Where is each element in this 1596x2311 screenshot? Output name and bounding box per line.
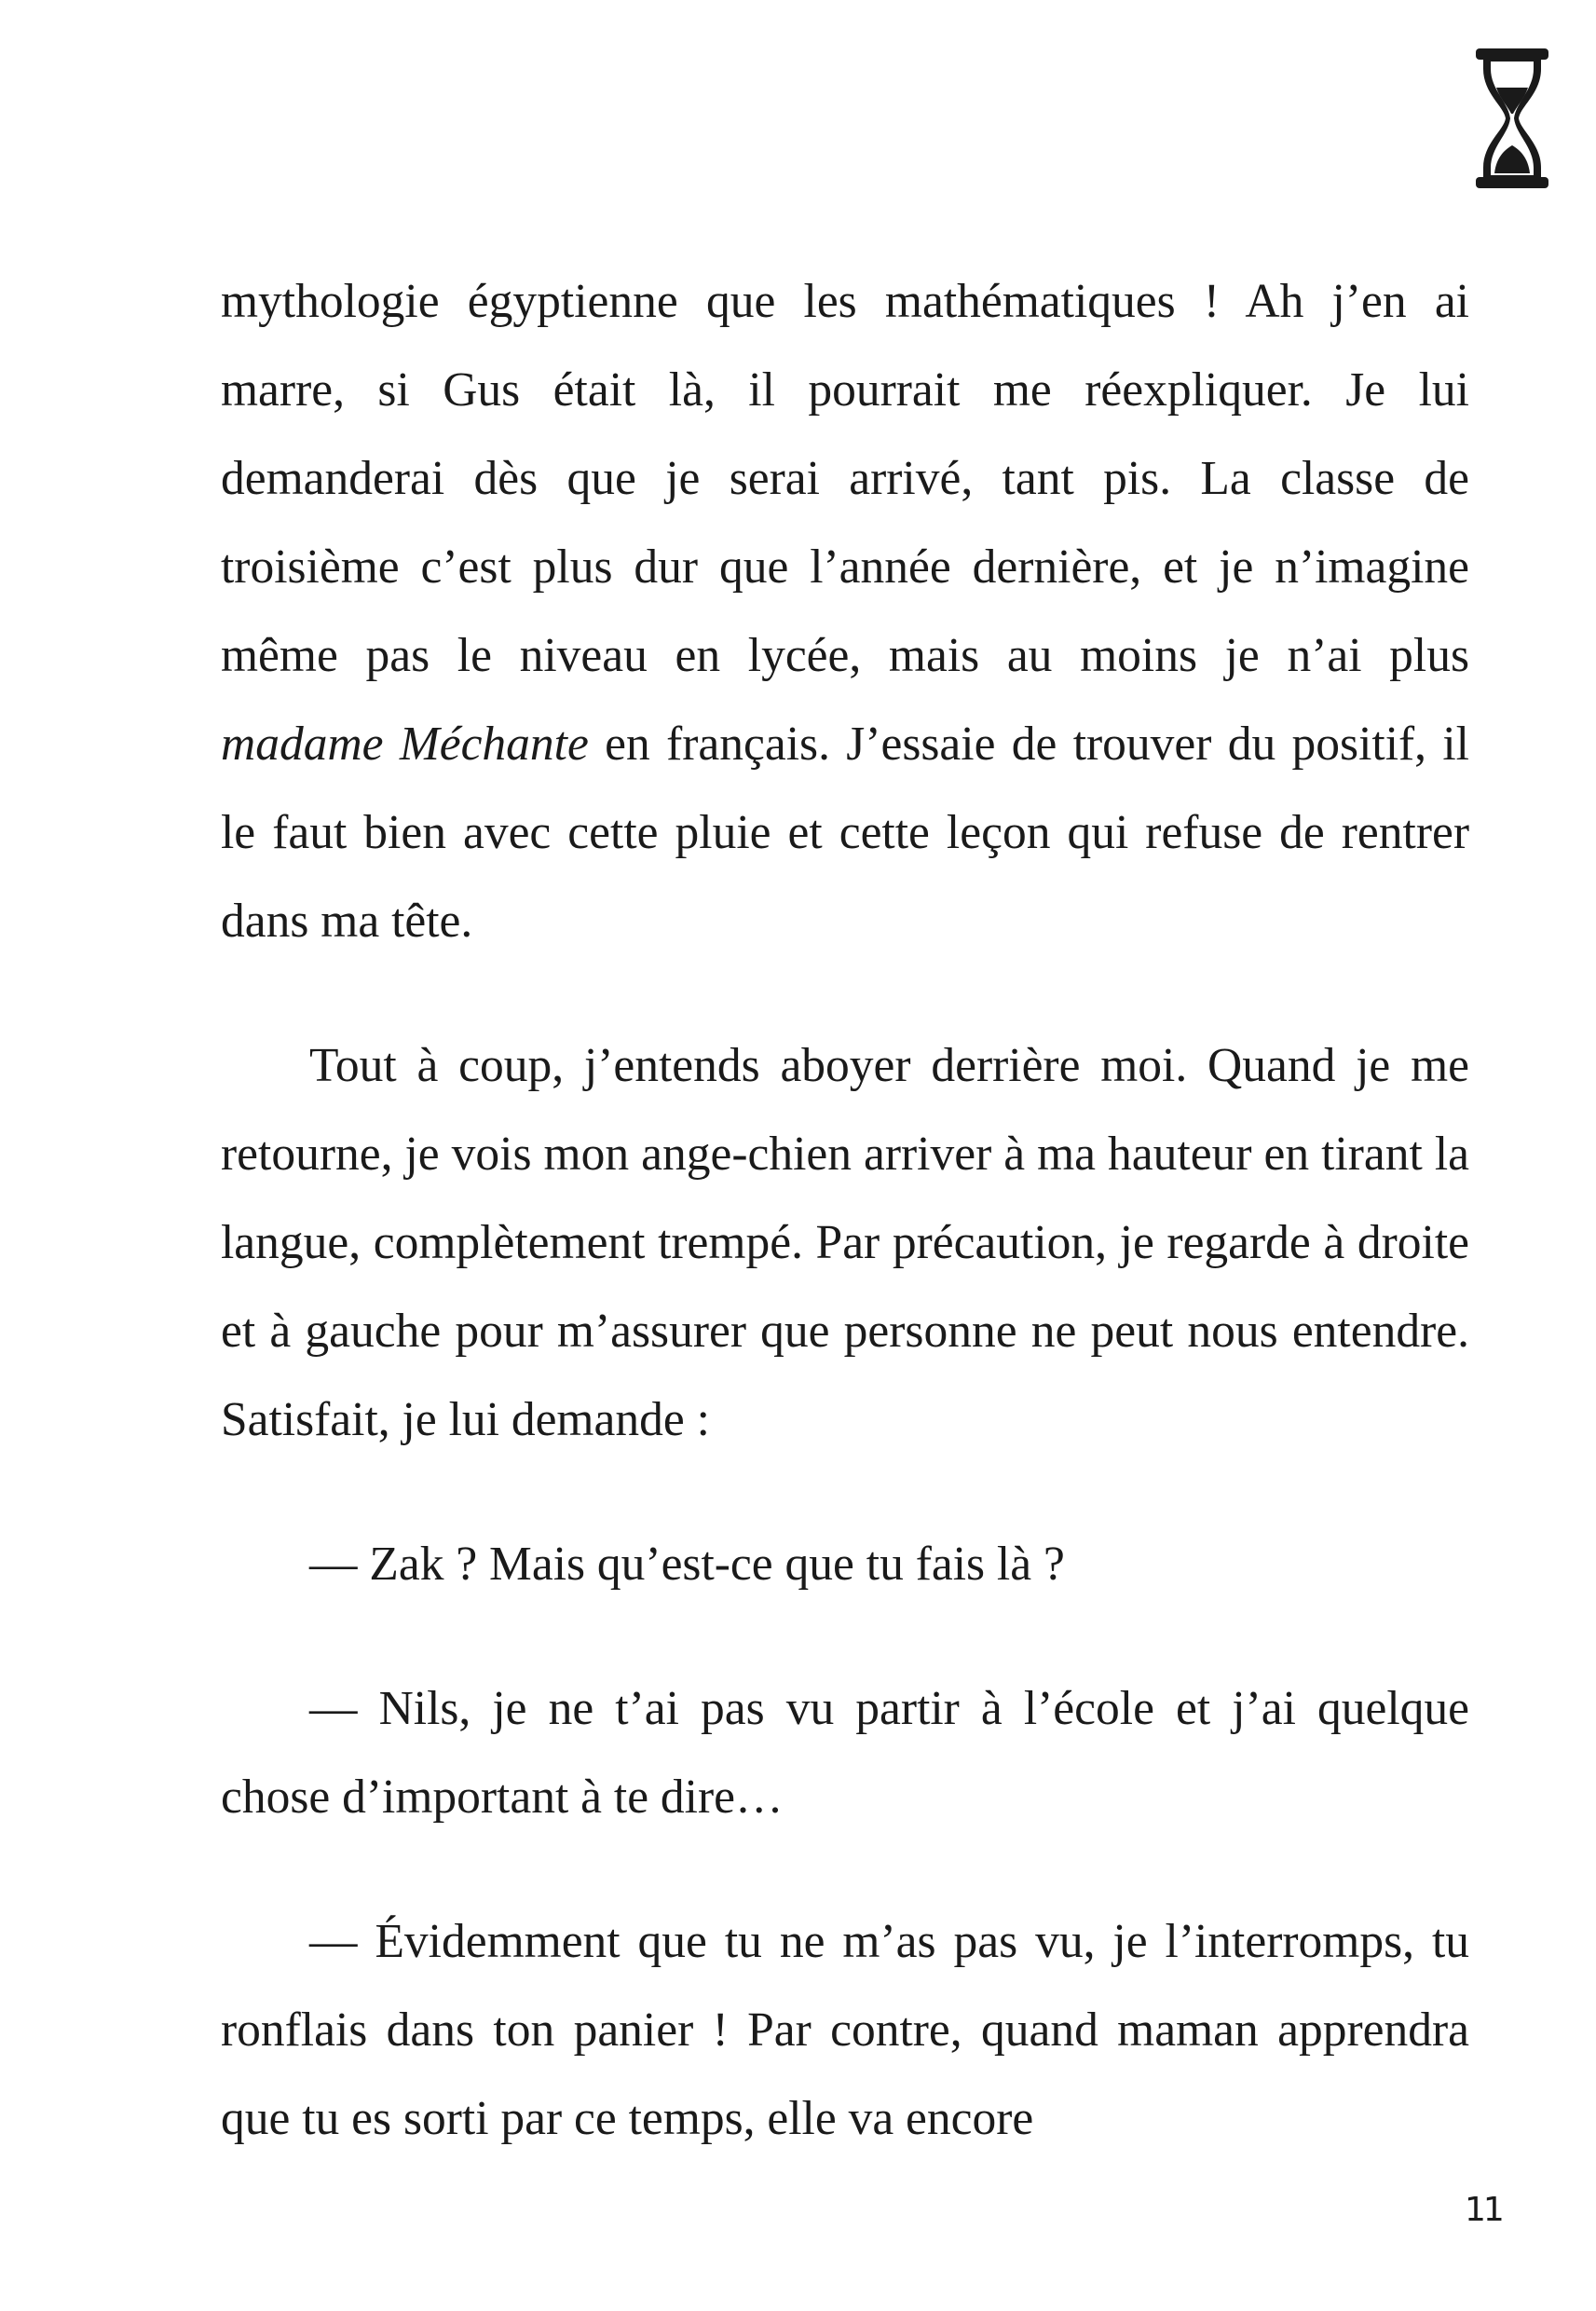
text-body (221, 257, 1469, 2163)
paragraph-1 (221, 257, 1469, 965)
hourglass-icon (1476, 48, 1548, 188)
paragraph-1-text-after: en français. J’essaie de trouver du positif, il le faut bien avec cette pluie et cette leçon qui refuse de rentrer dans ma tête. (221, 718, 1469, 948)
dialogue-line-1: — Zak ? Mais qu’est-ce que tu fais là ? (309, 1538, 1065, 1591)
paragraph-1-text-before: mythologie égyptienne que les mathématiques ! Ah j’en ai marre, si Gus était là, il pourrait me réexpliquer. Je lui demanderai dès que je serai arrivé, tant pis. La classe de troisième c’est plus dur que l’année dernière, et je n’imagine même pas le niveau en lycée, mais au moins je n’ai plus (221, 275, 1469, 682)
dialogue-line-2: — Nils, je ne t’ai pas vu partir à l’école et j’ai quelque chose d’important à te dire… (221, 1682, 1469, 1824)
page-number: 11 (1465, 2191, 1502, 2229)
paragraph-2: Tout à coup, j’entends aboyer derrière moi. Quand je me retourne, je vois mon ange-chien arriver à ma hauteur en tirant la langue, complètement trempé. Par précaution, je regarde à droite et à gauche pour m’assurer que personne ne peut nous entendre. Satisfait, je lui demande : (221, 1039, 1469, 1446)
dialogue-line-3: — Évidemment que tu ne m’as pas vu, je l’interromps, tu ronflais dans ton panier ! Par contre, quand maman apprendra que tu es sorti par ce temps, elle va encore (221, 1915, 1469, 2145)
paragraph-1-emphasis: madame Méchante (221, 718, 589, 771)
